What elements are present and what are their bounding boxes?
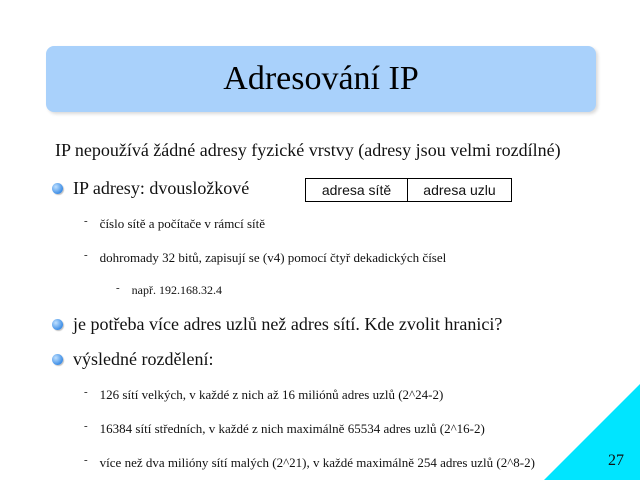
sub-item xyxy=(84,421,485,437)
corner-decoration xyxy=(544,384,640,480)
bullet-dot-icon xyxy=(52,183,63,194)
sub-item-text: dohromady 32 bitů, zapisují se (v4) pomocí čtyř dekadických čísel xyxy=(99,250,447,265)
dash-icon: - xyxy=(116,282,120,294)
slide-title: Adresování IP xyxy=(223,60,419,97)
sub-sub-item xyxy=(116,283,222,298)
bullet-dot-icon xyxy=(52,354,63,365)
slide-title-box xyxy=(46,46,596,112)
sub-item-text: číslo sítě a počítače v rámcí sítě xyxy=(99,216,265,231)
sub-item-text: více než dva milióny sítí malých (2^21), v každé maximálně 254 adres uzlů (2^8-2) xyxy=(99,455,535,470)
dash-icon: - xyxy=(84,215,88,227)
sub-item xyxy=(84,387,443,403)
address-structure-table xyxy=(305,178,512,202)
bullet-ip-addresses xyxy=(52,178,249,199)
node-address-cell: adresa uzlu xyxy=(423,182,496,198)
intro-text: IP nepoužívá žádné adresy fyzické vrstvy (adresy jsou velmi rozdílné) xyxy=(55,140,561,160)
network-address-cell: adresa sítě xyxy=(306,179,408,201)
dash-icon: - xyxy=(84,454,88,466)
bullet-more-nodes xyxy=(52,314,502,335)
dash-icon: - xyxy=(84,386,88,398)
sub-item xyxy=(84,250,446,266)
bullet-text: je potřeba více adres uzlů než adres sítí. Kde zvolit hranici? xyxy=(73,314,503,334)
sub-item-text: 126 sítí velkých, v každé z nich až 16 miliónů adres uzlů (2^24-2) xyxy=(99,387,444,402)
bullet-text: výsledné rozdělení: xyxy=(73,349,214,369)
bullet-division xyxy=(52,349,213,370)
page-number: 27 xyxy=(608,452,624,469)
bullet-dot-icon xyxy=(52,319,63,330)
sub-item xyxy=(84,216,265,232)
bullet-text: IP adresy: dvousložkové xyxy=(73,178,250,198)
dash-icon: - xyxy=(84,249,88,261)
sub-item xyxy=(84,455,535,471)
dash-icon: - xyxy=(84,420,88,432)
sub-item-text: 16384 sítí středních, v každé z nich maximálně 65534 adres uzlů (2^16-2) xyxy=(99,421,485,436)
sub-sub-item-text: např. 192.168.32.4 xyxy=(131,283,222,297)
